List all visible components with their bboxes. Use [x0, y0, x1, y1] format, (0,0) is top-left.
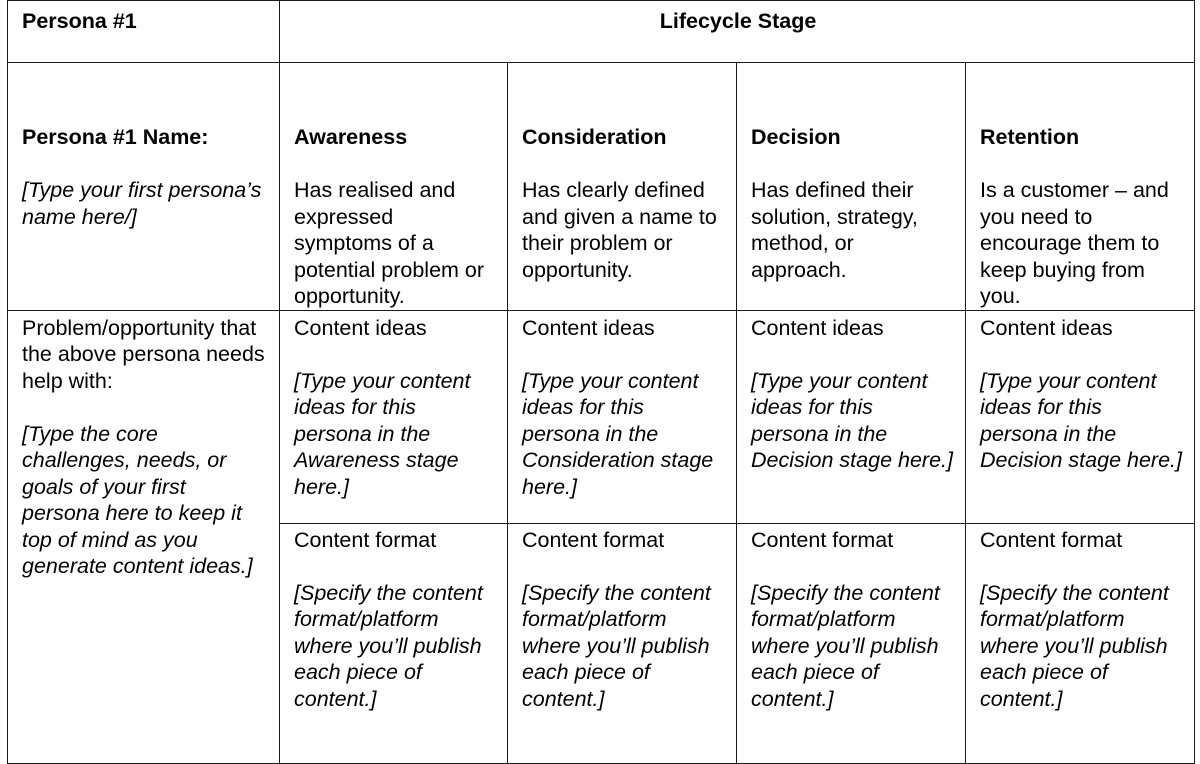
stage-description: Has realised and expressed symptoms of a potential problem or opportunity. — [294, 178, 485, 308]
content-ideas-placeholder[interactable]: [Type your content ideas for this persona in the Awareness stage here.] — [294, 368, 471, 499]
stage-name: Awareness — [294, 125, 408, 149]
content-format-placeholder[interactable]: [Specify the content format/platform where you’ll publish each piece of content.] — [294, 580, 483, 711]
stage-description: Is a customer – and you need to encourage them to keep buying from you. — [980, 178, 1169, 308]
content-ideas-label: Content ideas — [294, 315, 427, 340]
content-format-placeholder[interactable]: [Specify the content format/platform where you’ll publish each piece of content.] — [751, 580, 940, 711]
content-ideas-placeholder[interactable]: [Type your content ideas for this persona in the Decision stage here.] — [980, 368, 1182, 472]
stage-cell-decision — [737, 63, 966, 311]
content-ideas-label: Content ideas — [751, 315, 884, 340]
content-format-placeholder[interactable]: [Specify the content format/platform where you’ll publish each piece of content.] — [980, 580, 1169, 711]
persona-header-cell — [8, 1, 280, 63]
stage-row — [8, 63, 1195, 311]
stage-name: Consideration — [522, 125, 667, 149]
problem-cell — [8, 310, 280, 763]
problem-placeholder[interactable]: [Type the core challenges, needs, or goals of your first persona here to keep it top of mind as you generate content ideas.] — [22, 421, 253, 578]
problem-label: Problem/opportunity that the above persona needs help with: — [22, 315, 265, 393]
ideas-cell-consideration — [508, 310, 737, 523]
ideas-cell-awareness — [280, 310, 508, 523]
stage-description: Has clearly defined and given a name to their problem or opportunity. — [522, 178, 717, 282]
content-format-label: Content format — [980, 527, 1123, 552]
content-ideas-label: Content ideas — [522, 315, 655, 340]
content-format-placeholder[interactable]: [Specify the content format/platform where you’ll publish each piece of content.] — [522, 580, 711, 711]
stage-name: Retention — [980, 125, 1080, 149]
header-row — [8, 1, 1195, 63]
content-ideas-label: Content ideas — [980, 315, 1113, 340]
lifecycle-header-label: Lifecycle Stage — [659, 9, 817, 33]
stage-cell-consideration — [508, 63, 737, 311]
persona-lifecycle-table — [7, 0, 1195, 764]
ideas-cell-decision — [737, 310, 966, 523]
stage-cell-awareness — [280, 63, 508, 311]
content-format-label: Content format — [751, 527, 894, 552]
lifecycle-header-cell — [280, 1, 1195, 63]
format-cell-consideration — [508, 523, 737, 763]
persona-name-placeholder[interactable]: [Type your first persona’s name here/] — [22, 178, 262, 229]
content-ideas-row — [8, 310, 1195, 523]
stage-name: Decision — [751, 125, 841, 149]
persona-name-label: Persona #1 Name: — [22, 125, 209, 149]
content-format-label: Content format — [294, 527, 437, 552]
persona-name-cell — [8, 63, 280, 311]
content-format-label: Content format — [522, 527, 665, 552]
content-ideas-placeholder[interactable]: [Type your content ideas for this persona in the Consideration stage here.] — [522, 368, 714, 499]
stage-description: Has defined their solution, strategy, method, or approach. — [751, 178, 918, 282]
stage-cell-retention — [966, 63, 1195, 311]
persona-header-label: Persona #1 — [22, 9, 137, 33]
ideas-cell-retention — [966, 310, 1195, 523]
content-ideas-placeholder[interactable]: [Type your content ideas for this persona in the Decision stage here.] — [751, 368, 953, 472]
format-cell-retention — [966, 523, 1195, 763]
format-cell-decision — [737, 523, 966, 763]
format-cell-awareness — [280, 523, 508, 763]
